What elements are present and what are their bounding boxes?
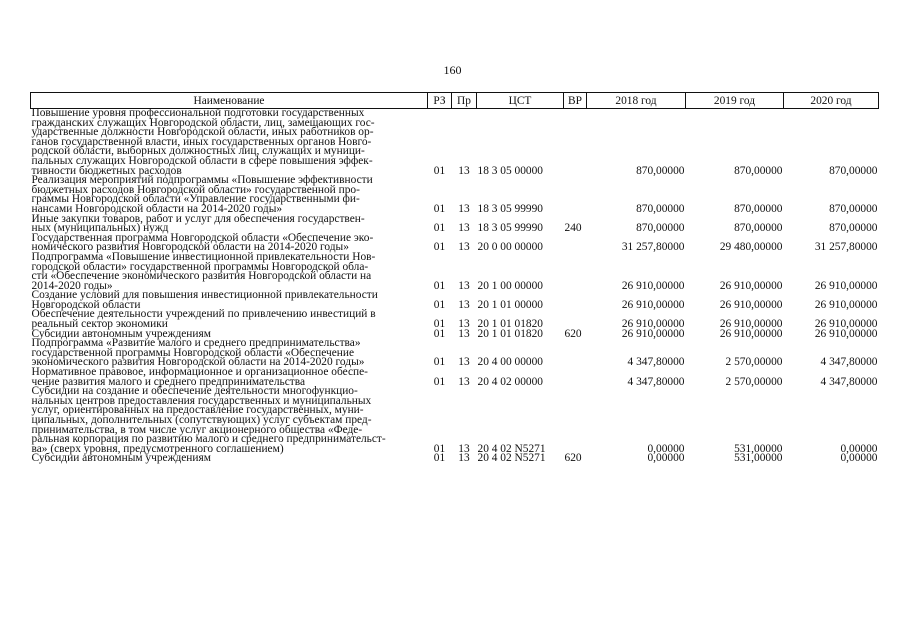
header-pr: Пр — [452, 93, 477, 109]
cell-vr — [564, 387, 587, 454]
cell-pr: 13 — [458, 298, 470, 311]
cell-name — [31, 176, 428, 214]
cell-2018: 26 910,00000 — [621, 318, 685, 331]
table-row — [31, 253, 879, 291]
cell-2018: 0,00000 — [647, 452, 685, 465]
name-line: гражданских служащих Новгородской области, лиц, замещающих гос- — [31, 116, 375, 129]
cell-cst: 20 1 00 00000 — [477, 279, 543, 292]
cell-rz: 01 — [433, 241, 446, 254]
cell-2020: 0,00000 — [840, 452, 878, 465]
cell-vr — [564, 109, 587, 177]
cell-2020: 26 910,00000 — [814, 318, 878, 331]
header-vr: ВР — [564, 93, 587, 109]
cell-2020: 4 347,80000 — [820, 375, 878, 388]
cell-rz: 01 — [433, 452, 446, 465]
cell-2020: 26 910,00000 — [814, 327, 878, 340]
cell-cst: 20 4 00 00000 — [477, 356, 543, 369]
cell-rz: 01 — [433, 202, 446, 215]
name-line: Государственная программа Новгородской области «Обеспечение эко- — [31, 231, 374, 244]
name-line: номического развития Новгородской области на 2014-2020 годы» — [31, 241, 349, 254]
cell-2019: 26 910,00000 — [719, 279, 783, 292]
header-name: Наименование — [31, 93, 428, 109]
name-line: Подпрограмма «Развитие малого и среднего предпринимательства» — [31, 337, 361, 350]
cell-2020: 870,00000 — [829, 164, 878, 177]
name-line: Субсидии на создание и обеспечение деятельности многофункцио- — [31, 385, 358, 398]
table-row — [31, 109, 879, 177]
cell-2020: 870,00000 — [829, 202, 878, 215]
cell-rz: 01 — [433, 375, 446, 388]
cell-pr: 13 — [458, 164, 470, 177]
name-line: Реализация мероприятий подпрограммы «Повышение эффективности — [31, 174, 373, 187]
cell-rz: 01 — [433, 327, 446, 340]
cell-name — [31, 109, 428, 177]
cell-2019: 870,00000 — [734, 164, 783, 177]
name-line: принимательства, в том числе услуг акционерного общества «Феде- — [31, 423, 363, 436]
name-line: ципальных, дополнительных (сопутствующих) услуг субъектам пред- — [31, 414, 372, 426]
cell-2019: 26 910,00000 — [719, 318, 783, 331]
cell-pr: 13 — [458, 202, 470, 215]
cell-pr: 13 — [458, 356, 470, 369]
header-rz: РЗ — [428, 93, 452, 109]
cell-vr — [564, 234, 587, 253]
cell-2018: 26 910,00000 — [621, 327, 685, 340]
name-line: нансами Новгородской области на 2014-2020 годы» — [31, 202, 283, 215]
table-row — [31, 176, 879, 214]
cell-cst: 18 3 05 00000 — [477, 164, 543, 177]
name-line: Субсидии автономным учреждениям — [31, 327, 211, 340]
cell-2019: 26 910,00000 — [719, 298, 783, 311]
cell-rz: 01 — [433, 279, 446, 292]
cell-2018: 870,00000 — [636, 202, 685, 215]
cell-cst: 20 1 01 00000 — [477, 298, 543, 311]
cell-pr: 13 — [458, 279, 470, 292]
cell-cst: 20 4 02 N5271 — [477, 442, 546, 455]
name-line: Создание условий для повышения инвестиционной привлекательности — [31, 289, 378, 302]
cell-name — [31, 250, 428, 292]
cell-2020: 0,00000 — [840, 442, 878, 455]
cell-cst: 20 0 00 00000 — [477, 241, 543, 254]
cell-vr — [564, 368, 587, 387]
cell-2020: 4 347,80000 — [820, 356, 878, 369]
cell-cst: 20 4 02 00000 — [477, 375, 543, 388]
cell-rz: 01 — [433, 318, 446, 331]
name-line: сти «Обеспечение экономического развития Новгородской области на — [31, 270, 372, 283]
cell-2019: 2 570,00000 — [725, 375, 783, 388]
cell-name — [31, 387, 428, 454]
name-line: граммы Новгородской области «Управление государственными фи- — [31, 193, 360, 206]
name-line: 2014-2020 годы» — [31, 279, 113, 292]
name-line: ных (муниципальных) нужд — [31, 222, 169, 235]
cell-2019: 531,00000 — [734, 442, 783, 455]
cell-2018: 4 347,80000 — [627, 375, 685, 388]
cell-vr: 620 — [564, 327, 582, 340]
name-line: экономического развития Новгородской области на 2014-2020 годы» — [31, 356, 365, 369]
cell-name — [31, 310, 428, 329]
cell-2019: 29 480,00000 — [719, 241, 783, 254]
table-row — [31, 215, 879, 234]
cell-2020: 26 910,00000 — [814, 298, 878, 311]
page-number: 160 — [443, 63, 462, 77]
name-line: родской области, выборных должностных лиц, служащих и муници- — [31, 145, 365, 158]
cell-2018: 870,00000 — [636, 164, 685, 177]
name-line: Нормативное правовое, информационное и организационное обеспе- — [31, 366, 368, 379]
name-line: реальный сектор экономики — [31, 318, 168, 331]
header-cst: ЦСТ — [477, 93, 564, 109]
name-line: ганов государственной власти, иных государственных органов Новго- — [31, 135, 372, 148]
table-row — [31, 454, 879, 464]
cell-2019: 531,00000 — [734, 452, 783, 465]
header-2018: 2018 год — [587, 93, 686, 109]
cell-2018: 26 910,00000 — [621, 279, 685, 292]
cell-rz: 01 — [433, 222, 446, 235]
cell-vr — [564, 176, 587, 214]
header-2019: 2019 год — [686, 93, 784, 109]
cell-vr — [564, 291, 587, 310]
cell-rz: 01 — [433, 164, 446, 177]
cell-vr — [564, 339, 587, 368]
cell-cst: 20 4 02 N5271 — [477, 452, 546, 465]
cell-name — [31, 339, 428, 368]
cell-2018: 0,00000 — [647, 442, 685, 455]
cell-pr: 13 — [458, 327, 470, 340]
cell-pr: 13 — [458, 452, 470, 465]
name-line: Повышение уровня профессиональной подготовки государственных — [31, 107, 365, 119]
cell-pr: 13 — [458, 241, 470, 254]
cell-cst: 20 1 01 01820 — [477, 327, 543, 340]
cell-2020: 870,00000 — [829, 222, 878, 235]
cell-2019: 870,00000 — [734, 202, 783, 215]
cell-vr: 620 — [564, 452, 582, 465]
cell-cst: 20 1 01 01820 — [477, 318, 543, 331]
name-line: бюджетных расходов Новгородской области» государственной про- — [31, 183, 360, 196]
table-body — [31, 109, 879, 464]
name-line: государственной программы Новгородской области «Обеспечение — [31, 346, 355, 359]
cell-rz: 01 — [433, 298, 446, 311]
name-line: Субсидии автономным учреждениям — [31, 452, 211, 465]
cell-name — [31, 212, 428, 235]
name-line: Новгородской области — [31, 298, 141, 311]
name-line: тивности бюджетных расходов — [31, 164, 182, 177]
cell-pr: 13 — [458, 318, 470, 331]
name-line: ральная корпорация по развитию малого и среднего предпринимательст- — [31, 433, 386, 446]
table-row — [31, 387, 879, 454]
cell-2019: 870,00000 — [734, 222, 783, 235]
cell-pr: 13 — [458, 222, 470, 235]
cell-2018: 26 910,00000 — [621, 298, 685, 311]
cell-2020: 26 910,00000 — [814, 279, 878, 292]
cell-cst: 18 3 05 99990 — [477, 222, 543, 235]
table-row — [31, 339, 879, 368]
budget-table — [30, 92, 879, 464]
name-line: услуг, ориентированных на предоставление государственных, муни- — [31, 404, 364, 417]
cell-2018: 4 347,80000 — [627, 356, 685, 369]
name-line: ударственные должности Новгородской области, иных работников ор- — [31, 126, 374, 139]
name-line: ва» (сверх уровня, предусмотренного соглашением) — [31, 442, 284, 455]
cell-rz: 01 — [433, 356, 446, 369]
cell-pr: 13 — [458, 375, 470, 388]
name-line: Иные закупки товаров, работ и услуг для обеспечения государствен- — [31, 212, 365, 225]
cell-vr — [564, 253, 587, 291]
name-line: Подпрограмма «Повышение инвестиционной привлекательности Нов- — [31, 250, 376, 263]
cell-vr — [564, 310, 587, 329]
name-line: городской области» государственной программы Новгородской обла- — [31, 260, 369, 273]
name-line: нальных центров предоставления государственных и муниципальных — [31, 394, 372, 407]
cell-2018: 870,00000 — [636, 222, 685, 235]
cell-cst: 18 3 05 99990 — [477, 202, 543, 215]
name-line: Обеспечение деятельности учреждений по привлечению инвестиций в — [31, 308, 376, 321]
name-line: чение развития малого и среднего предпринимательства — [31, 375, 306, 388]
cell-rz: 01 — [433, 442, 446, 455]
cell-2018: 31 257,80000 — [621, 241, 685, 254]
cell-pr: 13 — [458, 442, 470, 455]
name-line: пальных служащих Новгородской области в сфере повышения эффек- — [31, 154, 373, 167]
cell-vr: 240 — [564, 222, 582, 235]
cell-2019: 2 570,00000 — [725, 356, 783, 369]
cell-2020: 31 257,80000 — [814, 241, 878, 254]
cell-2019: 26 910,00000 — [719, 327, 783, 340]
header-2020: 2020 год — [784, 93, 879, 109]
table-row — [31, 310, 879, 329]
cell-name — [31, 454, 428, 464]
